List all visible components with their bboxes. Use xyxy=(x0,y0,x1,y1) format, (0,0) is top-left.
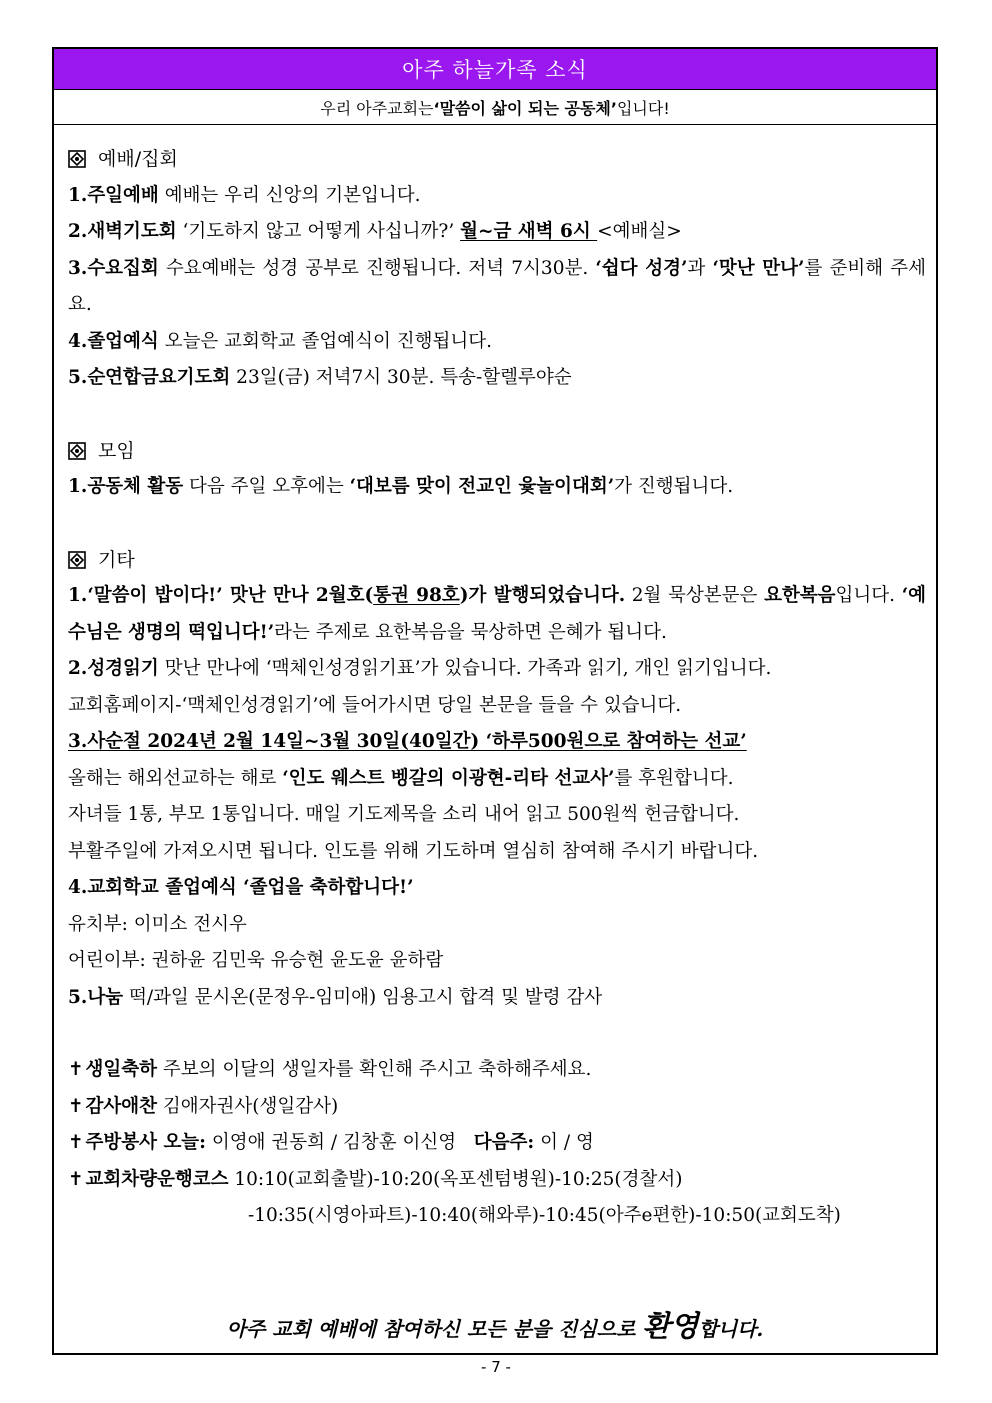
item-title: 생일축하 xyxy=(85,1059,157,1080)
item-title: 5.나눔 xyxy=(68,986,124,1008)
section-title: 예배/집회 xyxy=(98,148,178,170)
item-place: <예배실> xyxy=(597,221,682,242)
item-title: 5.순연합금요기도회 xyxy=(68,367,231,388)
section-title: 기타 xyxy=(98,548,135,571)
item-text: 자녀들 1통, 부모 1통입니다. 매일 기도제목을 소리 내어 읽고 500원씩 헌금합니다. xyxy=(68,804,740,825)
item-theme: ‘예수님은 생명의 떡입니다!’ xyxy=(68,585,926,643)
item-text: 이 / 영 xyxy=(534,1132,594,1153)
item-book-1: ‘쉽다 성경’ xyxy=(595,257,688,279)
item-book: 요한복음 xyxy=(764,585,836,606)
bulletin-frame xyxy=(52,47,938,1355)
cross-icon: ✝ xyxy=(68,1132,84,1153)
item-birthday xyxy=(68,1052,926,1089)
spacer xyxy=(68,506,926,542)
cross-icon: ✝ xyxy=(68,1168,84,1190)
item-dawn-prayer xyxy=(68,214,926,251)
item-title: 4.졸업예식 xyxy=(68,330,159,352)
item-text: 유치부: 이미소 전시우 xyxy=(68,913,247,935)
welcome-text: 아주 교회 예배에 참여하신 모든 분을 진심으로 xyxy=(226,1317,643,1341)
item-text: 입니다. xyxy=(835,585,902,606)
subtitle-post: 입니다! xyxy=(616,98,670,118)
item-thanks-meal xyxy=(68,1089,926,1126)
item-text: 23일(금) 저녁7시 30분. 특송-할렐루야순 xyxy=(230,367,572,388)
spacer xyxy=(68,397,926,433)
item-graduation xyxy=(68,324,926,361)
item-time: 월~금 새벽 6시 xyxy=(460,221,598,242)
item-text: ‘기도하지 않고 어떻게 사십니까?’ xyxy=(176,221,461,242)
section-heading-etc xyxy=(68,542,926,579)
page-banner xyxy=(54,49,936,90)
item-lent-line-2 xyxy=(68,797,926,834)
item-vehicle-route-cont xyxy=(68,1198,926,1235)
item-next-week: 다음주: xyxy=(473,1132,535,1153)
item-sharing xyxy=(68,980,926,1017)
item-school-graduation xyxy=(68,870,926,907)
item-text: 수요예배는 성경 공부로 진행됩니다. 저녁 7시30분. xyxy=(158,257,596,279)
item-text: 김애자권사(생일감사) xyxy=(157,1095,339,1117)
cross-icon: ✝ xyxy=(68,1059,84,1080)
item-lent-mission xyxy=(68,724,926,761)
item-title: 3.사순절 2024년 2월 14일~3월 30일(40일간) ‘하루500원으로 참여하는 선교’ xyxy=(68,731,747,752)
section-bullet-icon xyxy=(68,442,86,460)
page-number: - 7 - xyxy=(481,1358,511,1376)
item-text: 맛난 만나에 ‘맥체인성경읽기표’가 있습니다. 가족과 읽기, 개인 읽기입니다. xyxy=(158,658,772,679)
item-lent-line-1 xyxy=(68,761,926,798)
item-text: 과 xyxy=(687,257,713,279)
item-bible-reading-web xyxy=(68,688,926,725)
item-text: 교회홈페이지-‘맥체인성경읽기’에 들어가시면 당일 본문을 들을 수 있습니다. xyxy=(68,694,682,716)
item-text: 2월 묵상본문은 xyxy=(625,585,765,606)
section-bullet-icon xyxy=(68,551,86,569)
bulletin-content xyxy=(68,141,926,1235)
item-title: 1.‘말씀이 밥이다!’ 맛난 만나 2월호( xyxy=(68,585,374,606)
item-community-activity xyxy=(68,469,926,506)
item-title: 1.공동체 활동 xyxy=(68,476,184,497)
item-children-grads xyxy=(68,943,926,980)
spacer xyxy=(68,1016,926,1052)
welcome-emphasis: 환영 xyxy=(642,1309,699,1343)
banner-title: 아주 하늘가족 소식 xyxy=(402,58,588,82)
item-title: 4.교회학교 졸업예식 ‘졸업을 축하합니다!’ xyxy=(68,877,414,898)
item-text: 오늘은 교회학교 졸업예식이 진행됩니다. xyxy=(158,330,493,352)
item-text: 를 후원합니다. xyxy=(614,767,734,789)
item-text: 부활주일에 가져오시면 됩니다. 인도를 위해 기도하며 열심히 참여해 주시기 바랍니다. xyxy=(68,840,759,862)
item-text: 를 준비해 주세요. xyxy=(68,257,926,315)
welcome-text: 합니다. xyxy=(698,1317,764,1341)
item-title: 1.주일예배 xyxy=(68,184,159,206)
item-issue-number: 통권 98호 xyxy=(373,585,460,606)
item-text: 가 진행됩니다. xyxy=(614,476,734,497)
item-title: 교회차량운행코스 xyxy=(85,1168,229,1190)
item-event: ‘대보름 맞이 전교인 윷놀이대회’ xyxy=(349,476,615,497)
item-title: 3.수요집회 xyxy=(68,257,159,279)
welcome-message xyxy=(54,1304,936,1345)
item-wednesday-service xyxy=(68,251,926,324)
section-heading-meeting xyxy=(68,433,926,470)
item-title: 주방봉사 오늘: xyxy=(85,1132,207,1153)
item-text: 라는 주제로 요한복음을 묵상하면 은혜가 됩니다. xyxy=(274,621,667,643)
item-text: 떡/과일 문시온(문정우-임미애) 임용고시 합격 및 발령 감사 xyxy=(123,986,603,1008)
section-title: 모임 xyxy=(98,439,135,462)
item-kindergarten-grads xyxy=(68,907,926,944)
item-text: 다음 주일 오후에는 xyxy=(183,476,350,497)
item-kitchen-service xyxy=(68,1125,926,1162)
item-missionary: ‘인도 웨스트 벵갈의 이광현-리타 선교사’ xyxy=(282,767,615,789)
subtitle-motto: ‘말씀이 삶이 되는 공동체’ xyxy=(433,98,617,118)
section-heading-worship xyxy=(68,141,926,178)
item-title: )가 발행되었습니다. xyxy=(459,585,626,606)
item-text: 주보의 이달의 생일자를 확인해 주시고 축하해주세요. xyxy=(157,1059,592,1080)
item-friday-prayer xyxy=(68,360,926,397)
subtitle-bar xyxy=(54,90,936,125)
item-manna-issue xyxy=(68,578,926,651)
item-book-2: ‘맛난 만나’ xyxy=(712,257,805,279)
item-text: 이영애 권동희 / 김창훈 이신영 xyxy=(206,1132,474,1153)
item-text: 예배는 우리 신앙의 기본입니다. xyxy=(158,184,421,206)
item-lent-line-3 xyxy=(68,834,926,871)
subtitle-pre: 우리 아주교회는 xyxy=(320,98,434,118)
item-text: -10:35(시영아파트)-10:40(해와루)-10:45(아주e편한)-10:50(교회도착) xyxy=(248,1205,841,1226)
item-vehicle-route xyxy=(68,1162,926,1199)
item-title: 2.성경읽기 xyxy=(68,658,159,679)
item-text: 10:10(교회출발)-10:20(옥포센텀병원)-10:25(경찰서) xyxy=(228,1168,683,1190)
item-title: 2.새벽기도회 xyxy=(68,221,177,242)
cross-icon: ✝ xyxy=(68,1095,84,1117)
item-bible-reading xyxy=(68,651,926,688)
item-title: 감사애찬 xyxy=(85,1095,157,1117)
item-text: 올해는 해외선교하는 해로 xyxy=(68,767,283,789)
item-text: 어린이부: 권하윤 김민욱 유승현 윤도윤 윤하람 xyxy=(68,950,444,971)
item-sunday-worship xyxy=(68,178,926,215)
section-bullet-icon xyxy=(68,150,86,168)
